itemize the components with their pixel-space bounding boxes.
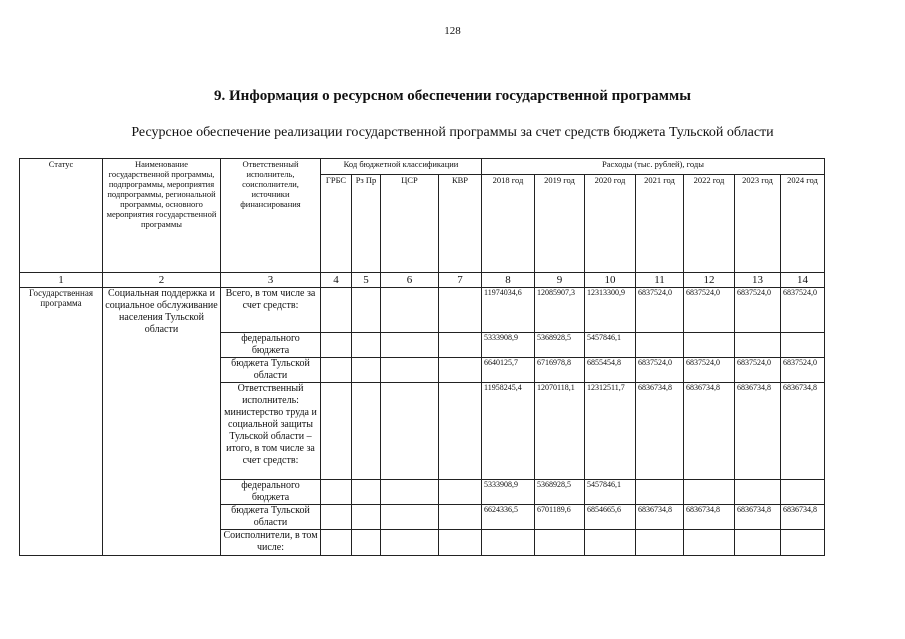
- value-cell: 11974034,6: [482, 288, 535, 333]
- column-number: 8: [482, 273, 535, 288]
- row-label: Всего, в том числе за счет средств:: [221, 288, 321, 333]
- value-cell: [636, 333, 684, 358]
- header-year: 2022 год: [684, 175, 735, 273]
- value-cell: [781, 480, 825, 505]
- value-cell: 12313300,9: [585, 288, 636, 333]
- header-budget-code: Код бюджетной классификации: [321, 159, 482, 175]
- header-grbs: ГРБС: [321, 175, 352, 273]
- column-number: 11: [636, 273, 684, 288]
- value-cell: [636, 480, 684, 505]
- cell-blank: [321, 358, 352, 383]
- cell-blank: [439, 333, 482, 358]
- page-number: 128: [444, 25, 461, 37]
- column-number: 7: [439, 273, 482, 288]
- cell-blank: [352, 358, 381, 383]
- header-expenses: Расходы (тыс. рублей), годы: [482, 159, 825, 175]
- header-year: 2023 год: [735, 175, 781, 273]
- cell-blank: [352, 480, 381, 505]
- value-cell: [684, 333, 735, 358]
- value-cell: [535, 530, 585, 556]
- cell-blank: [381, 480, 439, 505]
- value-cell: 5368928,5: [535, 480, 585, 505]
- cell-blank: [381, 288, 439, 333]
- header-rzpr: Рз Пр: [352, 175, 381, 273]
- cell-blank: [321, 505, 352, 530]
- value-cell: 12312511,7: [585, 383, 636, 480]
- value-cell: 5457846,1: [585, 333, 636, 358]
- column-number: 5: [352, 273, 381, 288]
- value-cell: 6836734,8: [781, 505, 825, 530]
- value-cell: [781, 333, 825, 358]
- header-csr: ЦСР: [381, 175, 439, 273]
- header-name: Наименование государственной программы, подпрограммы, мероприятия подпрограммы, региональной программы, основного мероприятия государственной программы: [103, 159, 221, 273]
- value-cell: 5333908,9: [482, 333, 535, 358]
- value-cell: 6716978,8: [535, 358, 585, 383]
- resource-table: [19, 158, 825, 556]
- column-number: 13: [735, 273, 781, 288]
- value-cell: 6836734,8: [684, 383, 735, 480]
- value-cell: [735, 480, 781, 505]
- program-status: Государственная программа: [20, 288, 103, 556]
- value-cell: 6837524,0: [781, 358, 825, 383]
- header-status: Статус: [20, 159, 103, 273]
- cell-blank: [352, 288, 381, 333]
- value-cell: 6837524,0: [781, 288, 825, 333]
- value-cell: 5457846,1: [585, 480, 636, 505]
- value-cell: 12085907,3: [535, 288, 585, 333]
- value-cell: [482, 530, 535, 556]
- value-cell: 6837524,0: [684, 358, 735, 383]
- header-year: 2019 год: [535, 175, 585, 273]
- cell-blank: [381, 358, 439, 383]
- program-name: Социальная поддержка и социальное обслуживание населения Тульской области: [103, 288, 221, 556]
- table-row: [20, 288, 825, 333]
- row-label: бюджета Тульской области: [221, 358, 321, 383]
- column-number: 2: [103, 273, 221, 288]
- value-cell: 6701189,6: [535, 505, 585, 530]
- value-cell: 6837524,0: [636, 288, 684, 333]
- cell-blank: [381, 505, 439, 530]
- column-number-row: [20, 273, 825, 288]
- value-cell: [735, 333, 781, 358]
- cell-blank: [439, 383, 482, 480]
- header-year: 2020 год: [585, 175, 636, 273]
- column-number: 3: [221, 273, 321, 288]
- cell-blank: [439, 530, 482, 556]
- value-cell: 6836734,8: [735, 505, 781, 530]
- cell-blank: [352, 530, 381, 556]
- cell-blank: [321, 288, 352, 333]
- value-cell: 6640125,7: [482, 358, 535, 383]
- row-label: федерального бюджета: [221, 333, 321, 358]
- value-cell: 6837524,0: [636, 358, 684, 383]
- cell-blank: [321, 530, 352, 556]
- value-cell: 6836734,8: [636, 505, 684, 530]
- header-year: 2024 год: [781, 175, 825, 273]
- value-cell: 6624336,5: [482, 505, 535, 530]
- value-cell: [585, 530, 636, 556]
- cell-blank: [352, 383, 381, 480]
- table-subtitle: Ресурсное обеспечение реализации государственной программы за счет средств бюджета Тульской области: [131, 125, 774, 140]
- value-cell: 6837524,0: [735, 358, 781, 383]
- header-kvr: КВР: [439, 175, 482, 273]
- cell-blank: [439, 358, 482, 383]
- value-cell: [636, 530, 684, 556]
- value-cell: 12070118,1: [535, 383, 585, 480]
- value-cell: [781, 530, 825, 556]
- section-title: 9. Информация о ресурсном обеспечении государственной программы: [214, 88, 691, 104]
- value-cell: 5333908,9: [482, 480, 535, 505]
- row-label: бюджета Тульской области: [221, 505, 321, 530]
- cell-blank: [439, 505, 482, 530]
- value-cell: 6854665,6: [585, 505, 636, 530]
- header-year: 2021 год: [636, 175, 684, 273]
- value-cell: 6836734,8: [735, 383, 781, 480]
- column-number: 6: [381, 273, 439, 288]
- row-label: Ответственный исполнитель: министерство труда и социальной защиты Тульской области – итого, в том числе за счет средств:: [221, 383, 321, 480]
- value-cell: [684, 480, 735, 505]
- value-cell: 11958245,4: [482, 383, 535, 480]
- cell-blank: [381, 530, 439, 556]
- header-executor: Ответственный исполнитель, соисполнители, источники финансирования: [221, 159, 321, 273]
- column-number: 10: [585, 273, 636, 288]
- cell-blank: [352, 505, 381, 530]
- cell-blank: [439, 480, 482, 505]
- value-cell: 6836734,8: [781, 383, 825, 480]
- value-cell: 6855454,8: [585, 358, 636, 383]
- column-number: 9: [535, 273, 585, 288]
- value-cell: 6836734,8: [684, 505, 735, 530]
- header-year: 2018 год: [482, 175, 535, 273]
- cell-blank: [439, 288, 482, 333]
- value-cell: 6837524,0: [735, 288, 781, 333]
- column-number: 4: [321, 273, 352, 288]
- value-cell: 6837524,0: [684, 288, 735, 333]
- column-number: 14: [781, 273, 825, 288]
- column-number: 1: [20, 273, 103, 288]
- cell-blank: [381, 383, 439, 480]
- value-cell: [684, 530, 735, 556]
- cell-blank: [321, 383, 352, 480]
- value-cell: [735, 530, 781, 556]
- value-cell: 5368928,5: [535, 333, 585, 358]
- row-label: федерального бюджета: [221, 480, 321, 505]
- cell-blank: [352, 333, 381, 358]
- cell-blank: [381, 333, 439, 358]
- value-cell: 6836734,8: [636, 383, 684, 480]
- cell-blank: [321, 333, 352, 358]
- cell-blank: [321, 480, 352, 505]
- column-number: 12: [684, 273, 735, 288]
- row-label: Соисполнители, в том числе:: [221, 530, 321, 556]
